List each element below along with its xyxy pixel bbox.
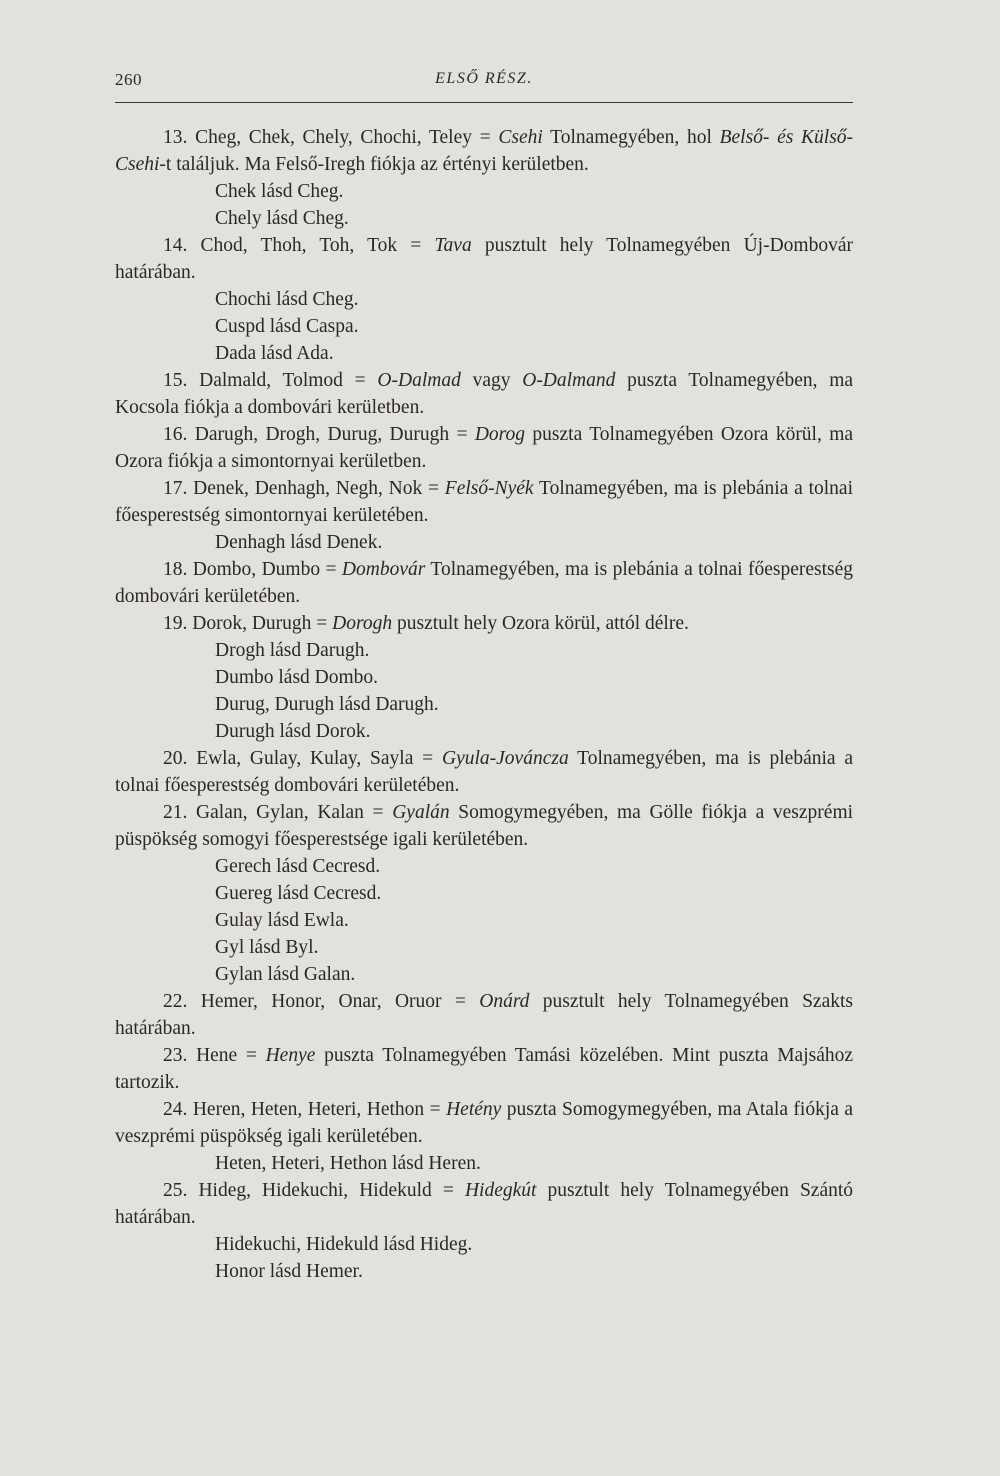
cross-reference-text: Gylan lásd Galan. [215,964,356,985]
entry-number: 20. [163,748,188,769]
text-body [115,124,853,1285]
entry-modern-name: Hidegkút [464,1180,537,1201]
cross-reference-text: Durugh lásd Dorok. [215,721,371,742]
cross-reference [115,1231,853,1258]
cross-reference [115,1150,853,1177]
entry-description: pusztult hely Ozora körül, attól délre. [396,613,689,634]
cross-reference [115,961,853,988]
cross-reference-text: Honor lásd Hemer. [215,1261,363,1282]
cross-reference-text: Chek lásd Cheg. [215,181,344,202]
cross-reference-text: Dumbo lásd Dombo. [215,667,379,688]
entry-description: Tolnamegyében, ma is plebánia a tolnai főesperestség dombovári kerületében. [115,748,854,796]
entry-description-2: -t találjuk. Ma Felső-Iregh fiókja az értényi kerületben. [159,154,589,175]
entry-modern-name: Felső-Nyék [444,478,534,499]
cross-reference-text: Drogh lásd Darugh. [215,640,370,661]
entry-paragraph [115,745,853,799]
entry-old-names: Heren, Heten, Heteri, Hethon = [192,1099,441,1120]
entry-number: 19. [163,613,188,634]
entry-number: 14. [163,235,188,256]
cross-reference [115,880,853,907]
cross-reference [115,205,853,232]
cross-reference [115,1258,853,1285]
cross-reference-text: Chochi lásd Cheg. [215,289,359,310]
cross-reference [115,853,853,880]
entry-description: vagy [472,370,511,391]
cross-reference [115,637,853,664]
entry-modern-name-2: O-Dalmand [522,370,616,391]
entry-old-names: Ewla, Gulay, Kulay, Sayla = [196,748,434,769]
entry-description: puszta Tolnamegyében Tamási közelében. Mint puszta Majsához tartozik. [115,1045,854,1093]
cross-reference [115,313,853,340]
page-number: 260 [115,70,142,89]
entry-number: 25. [163,1180,188,1201]
entry-modern-name: Henye [265,1045,316,1066]
entry-modern-name: Hetény [446,1099,502,1120]
entry-description: Tolnamegyében, hol [550,127,712,148]
entry-number: 16. [163,424,188,445]
entry-description: puszta Tolnamegyében Ozora körül, ma Ozora fiókja a simontornyai kerületben. [115,424,854,472]
entry-paragraph [115,1177,853,1231]
entry-old-names: Cheg, Chek, Chely, Chochi, Teley = [195,127,491,148]
cross-reference [115,934,853,961]
entry-description: puszta Somogymegyében, ma Atala fiókja a veszprémi püspökség igali kerületében. [115,1099,854,1147]
cross-reference-text: Guereg lásd Cecresd. [215,883,382,904]
cross-reference-text: Denhagh lásd Denek. [215,532,383,553]
entry-modern-name: Tava [434,235,472,256]
cross-reference [115,529,853,556]
cross-reference-text: Gyl lásd Byl. [215,937,319,958]
cross-reference [115,718,853,745]
entry-old-names: Dombo, Dumbo = [192,559,337,580]
entry-description: pusztult hely Tolnamegyében Új-Dombovár határában. [115,235,853,283]
entry-description: Tolnamegyében, ma is plebánia a tolnai főesperestség simontornyai kerületében. [115,478,854,526]
cross-reference-text: Hidekuchi, Hidekuld lásd Hideg. [215,1234,473,1255]
entry-paragraph [115,232,853,286]
entry-modern-name: Csehi [498,127,543,148]
entry-description-2: puszta Tolnamegyében, ma Kocsola fiókja a dombovári kerületben. [115,370,854,418]
entry-old-names: Chod, Thoh, Toh, Tok = [200,235,422,256]
entry-paragraph [115,988,853,1042]
cross-reference [115,907,853,934]
cross-reference [115,286,853,313]
entry-modern-name-2: Belső- és Külső-Csehi [115,127,854,175]
entry-old-names: Hideg, Hidekuchi, Hidekuld = [198,1180,454,1201]
entry-old-names: Dalmald, Tolmod = [199,370,366,391]
entry-old-names: Denek, Denhagh, Negh, Nok = [193,478,440,499]
cross-reference-text: Gerech lásd Cecresd. [215,856,381,877]
entry-modern-name: O-Dalmad [377,370,461,391]
page-header [115,68,853,108]
cross-reference-text: Dada lásd Ada. [215,343,334,364]
cross-reference [115,340,853,367]
entry-modern-name: Onárd [479,991,530,1012]
entry-number: 22. [163,991,188,1012]
entry-paragraph [115,421,853,475]
entry-number: 17. [163,478,188,499]
cross-reference [115,178,853,205]
entry-old-names: Hemer, Honor, Onar, Oruor = [200,991,466,1012]
entry-old-names: Dorok, Durugh = [192,613,328,634]
entry-modern-name: Gyalán [392,802,450,823]
entry-modern-name: Dombovár [341,559,426,580]
cross-reference [115,691,853,718]
entry-description: Tolnamegyében, ma is plebánia a tolnai főesperestség dombovári kerületében. [115,559,854,607]
entry-description: Somogymegyében, ma Gölle fiókja a veszprémi püspökség somogyi főesperestsége igali kerületében. [115,802,854,850]
cross-reference-text: Cuspd lásd Caspa. [215,316,359,337]
cross-reference-text: Durug, Durugh lásd Darugh. [215,694,439,715]
entry-number: 23. [163,1045,188,1066]
running-title: ELSŐ RÉSZ. [435,70,533,87]
cross-reference-text: Heten, Heteri, Hethon lásd Heren. [215,1153,481,1174]
entry-old-names: Darugh, Drogh, Durug, Durugh = [194,424,468,445]
entry-description: pusztult hely Tolnamegyében Szakts határában. [115,991,853,1039]
entry-paragraph [115,799,853,853]
entry-modern-name: Dorog [474,424,526,445]
entry-number: 13. [163,127,188,148]
entry-paragraph [115,610,853,637]
header-rule [115,102,853,103]
entry-paragraph [115,367,853,421]
entry-number: 24. [163,1099,188,1120]
cross-reference-text: Chely lásd Cheg. [215,208,349,229]
cross-reference-text: Gulay lásd Ewla. [215,910,349,931]
entry-old-names: Hene = [196,1045,257,1066]
entry-modern-name: Gyula-Jováncza [442,748,569,769]
entry-description: pusztult hely Tolnamegyében Szántó határában. [115,1180,854,1228]
entry-number: 18. [163,559,188,580]
entry-paragraph [115,124,853,178]
entry-paragraph [115,475,853,529]
entry-paragraph [115,556,853,610]
entry-paragraph [115,1042,853,1096]
cross-reference [115,664,853,691]
entry-number: 21. [163,802,188,823]
entry-paragraph [115,1096,853,1150]
entry-number: 15. [163,370,188,391]
entry-old-names: Galan, Gylan, Kalan = [196,802,384,823]
entry-modern-name: Dorogh [332,613,393,634]
